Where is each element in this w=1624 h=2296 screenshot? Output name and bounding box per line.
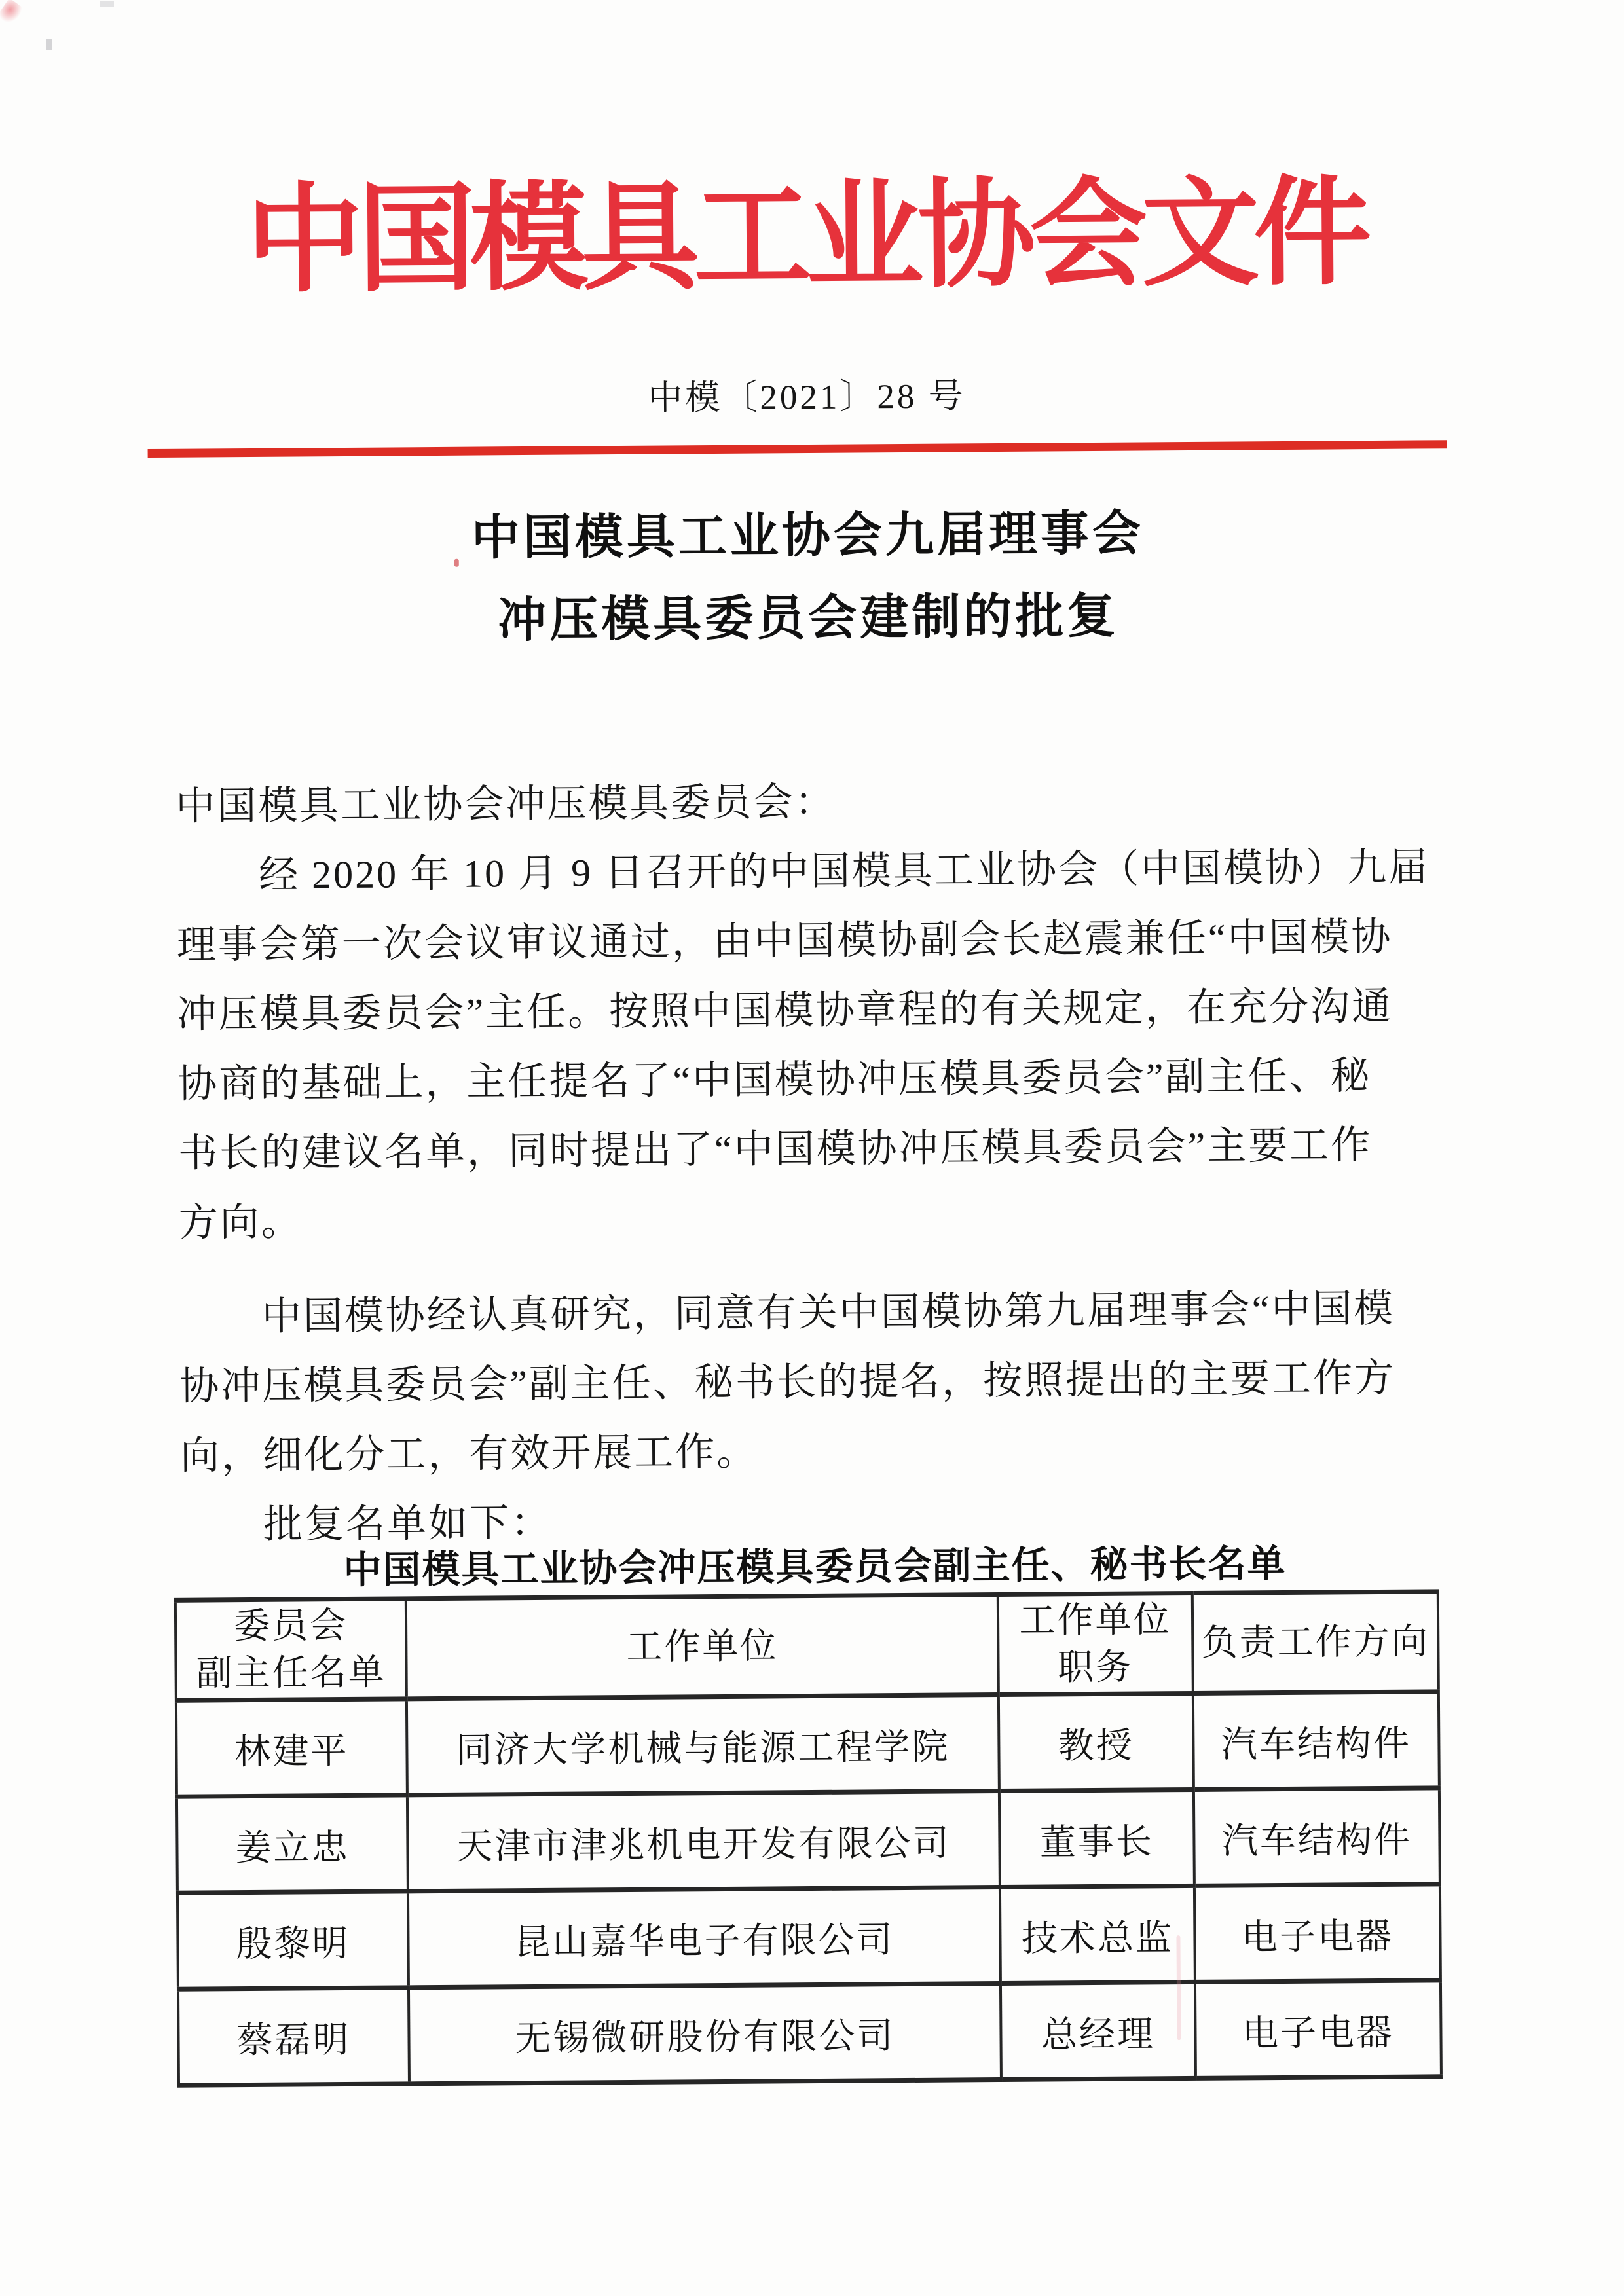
scan-streak [1176, 1935, 1181, 2040]
body-line: 书长的建议名单，同时提出了“中国模协冲压模具委员会”主要工作 [177, 1123, 1373, 1175]
cell-org: 昆山嘉华电子有限公司 [408, 1887, 1001, 1988]
body-line: 协冲压模具委员会”副主任、秘书长的提名，按照提出的主要工作方 [179, 1356, 1396, 1408]
document-subject [0, 489, 1621, 665]
col-header-org [406, 1595, 999, 1699]
table-row [177, 1788, 1440, 1893]
cell-name: 姜立忠 [177, 1795, 408, 1893]
cell-direction: 汽车结构件 [1194, 1788, 1440, 1886]
cell-position: 技术总监 [1000, 1886, 1195, 1983]
table-row [176, 1692, 1439, 1796]
body-line: 协商的基础上，主任提名了“中国模协冲压模具委员会”副主任、秘 [177, 1054, 1372, 1106]
table-caption: 中国模具工业协会冲压模具委员会副主任、秘书长名单 [343, 1542, 1287, 1592]
subject-line-2: 冲压模具委员会建制的批复 [498, 589, 1119, 648]
col-header-committee [175, 1599, 407, 1700]
cell-name: 林建平 [176, 1699, 407, 1796]
cell-direction: 电子电器 [1195, 1980, 1441, 2079]
table-row [177, 1884, 1441, 1989]
body-paragraphs [175, 763, 1459, 1560]
col-header-direction-line1: 负责工作方向 [1201, 1621, 1430, 1663]
body-line: 批复名单如下： [263, 1501, 553, 1546]
body-line: 经 2020 年 10 月 9 日召开的中国模具工业协会（中国模协）九届 [258, 845, 1430, 897]
col-header-direction [1192, 1592, 1439, 1694]
cell-position: 董事长 [999, 1789, 1194, 1887]
col-header-position-line1: 工作单位 [1019, 1599, 1172, 1641]
cell-org: 无锡微研股份有限公司 [409, 1984, 1001, 2084]
col-header-org-line1: 工作单位 [626, 1626, 779, 1667]
cell-org: 天津市津兆机电开发有限公司 [407, 1791, 1000, 1891]
col-header-committee-line1: 委员会 [233, 1605, 348, 1647]
cell-name: 殷黎明 [177, 1891, 409, 1989]
table-header-row [175, 1592, 1439, 1700]
subject-line-1: 中国模具工业协会九届理事会 [471, 507, 1145, 566]
document-number: 中模〔2021〕28 号 [648, 377, 966, 418]
cell-name: 蔡磊明 [178, 1988, 409, 2085]
body-line: 中国模协经认真研究，同意有关中国模协第九届理事会“中国模 [261, 1286, 1395, 1338]
cell-position: 总经理 [1001, 1982, 1196, 2079]
roster-table [174, 1589, 1443, 2087]
col-header-position-line2: 职务 [1057, 1647, 1134, 1688]
letterhead-title: 中国模具工业协会文件 [245, 168, 1366, 307]
body-line: 方向。 [178, 1200, 303, 1245]
col-header-position [998, 1593, 1193, 1694]
cell-position: 教授 [999, 1693, 1194, 1791]
cell-org: 同济大学机械与能源工程学院 [407, 1695, 999, 1795]
body-line: 理事会第一次会议审议通过，由中国模协副会长赵震兼任“中国模协 [176, 915, 1393, 967]
scan-speck-red [454, 559, 459, 567]
cell-direction: 电子电器 [1194, 1884, 1441, 1982]
table-row [178, 1980, 1441, 2085]
cell-direction: 汽车结构件 [1193, 1692, 1439, 1790]
body-line-salutation: 中国模具工业协会冲压模具委员会： [175, 780, 836, 828]
body-line: 向，细化分工，有效开展工作。 [180, 1430, 758, 1478]
col-header-committee-line2: 副主任名单 [196, 1652, 386, 1694]
red-divider-line [148, 440, 1447, 458]
body-line: 冲压模具委员会”主任。按照中国模协章程的有关规定，在充分沟通 [177, 984, 1393, 1036]
